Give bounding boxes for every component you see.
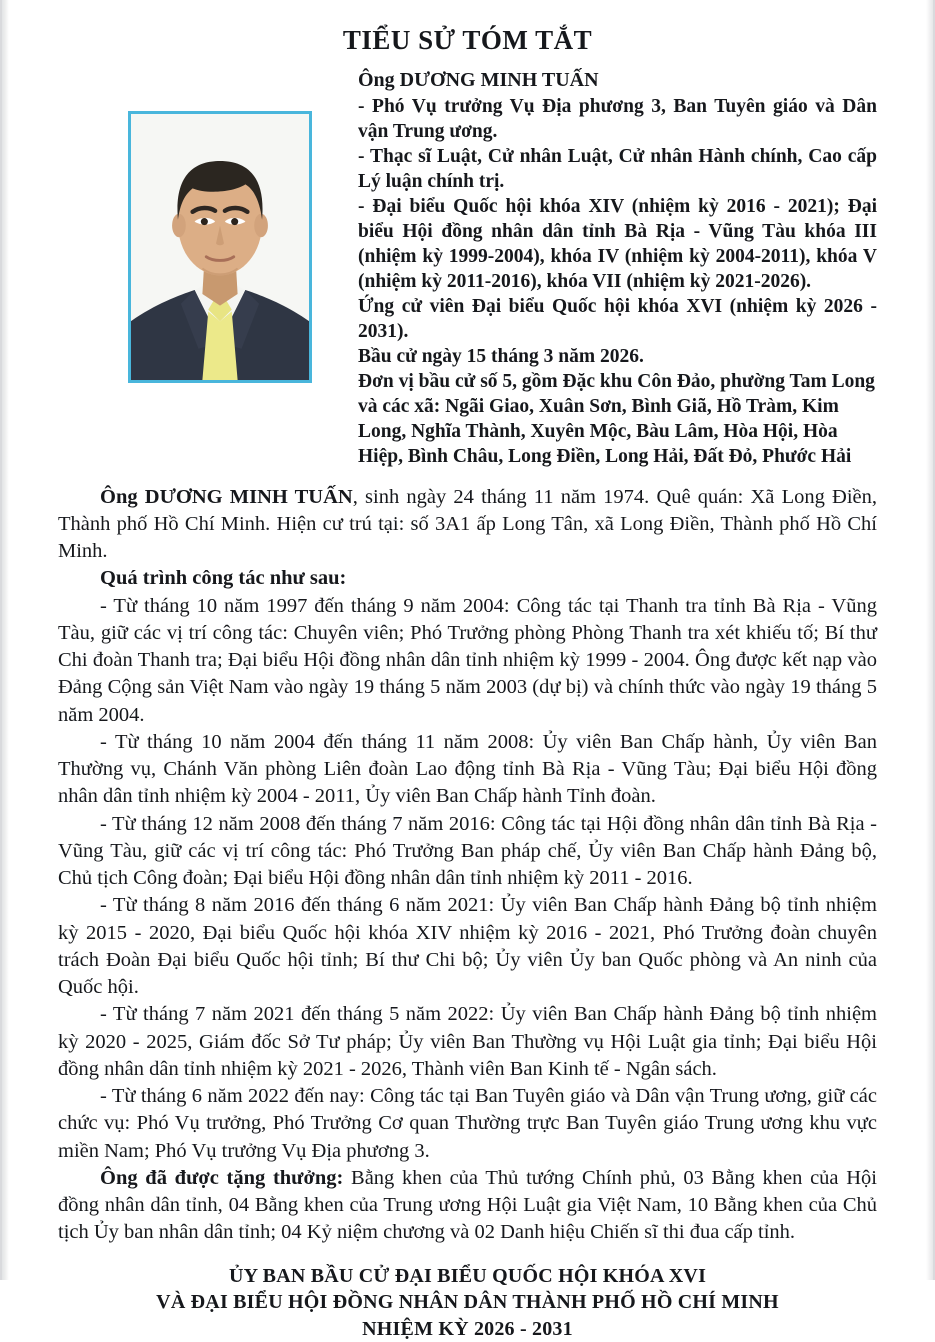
portrait-illustration [131, 114, 309, 380]
career-item: - Từ tháng 6 năm 2022 đến nay: Công tác tại Ban Tuyên giáo và Dân vận Trung ương, giữ các chức vụ: Phó Vụ trưởng, Phó Trưởng Cơ quan Thường trực Ban Tuyên giáo Trung ương khu vực miền Nam; Phó Vụ trưởng Vụ Địa phương 3. [58, 1085, 877, 1162]
intro-bullet-delegate-history: - Đại biểu Quốc hội khóa XIV (nhiệm kỳ 2016 - 2021); Đại biểu Hội đồng nhân dân tỉnh Bà Rịa - Vũng Tàu khóa III (nhiệm kỳ 1999-2004), khóa IV (nhiệm kỳ 2004-2011), khóa V (nhiệm kỳ 2011-2016), khóa VII (nhiệm kỳ 2021-2026). [358, 196, 877, 292]
page-title: TIỂU SỬ TÓM TẮT [342, 25, 593, 55]
intro-bullet-position: - Phó Vụ trưởng Vụ Địa phương 3, Ban Tuyên giáo và Dân vận Trung ương. [358, 96, 877, 143]
footer-line-3: NHIỆM KỲ 2026 - 2031 [362, 1317, 573, 1340]
intro-election-date: Bầu cử ngày 15 tháng 3 năm 2026. [358, 345, 644, 367]
bio-rest: , sinh ngày 24 tháng 11 năm 1974. Quê quán: Xã Long Điền, Thành phố Hồ Chí Minh. Hiện cư trú tại: số 3A1 ấp Long Tân, xã Long Điền, Thành phố Hồ Chí Minh. [58, 485, 877, 563]
footer-line-1: ỦY BAN BẦU CỬ ĐẠI BIỂU QUỐC HỘI KHÓA XVI [228, 1264, 707, 1287]
awards-rest: Bằng khen của Thủ tướng Chính phủ, 03 Bằng khen của Hội đồng nhân dân tỉnh, 04 Bằng khen của Trung ương Hội Luật gia Việt Nam, 10 Bằng khen của Chủ tịch Ủy ban nhân dân tỉnh; 04 Kỷ niệm chương và 02 Danh hiệu Chiến sĩ thi đua cấp tỉnh. [58, 1166, 877, 1244]
intro-candidate-line: Ứng cử viên Đại biểu Quốc hội khóa XVI (nhiệm kỳ 2026 - 2031). [358, 295, 877, 342]
header-region [58, 68, 877, 470]
career-item: - Từ tháng 10 năm 1997 đến tháng 9 năm 2004: Công tác tại Thanh tra tỉnh Bà Rịa - Vũng Tàu, giữ các vị trí công tác: Chuyên viên; Phó Trưởng phòng Phòng Thanh tra xét khiếu tố; Bí thư Chi đoàn Thanh tra; Đại biểu Hội đồng nhân dân tỉnh nhiệm kỳ 1999 - 2004. Ông được kết nạp vào Đảng Cộng sản Việt Nam vào ngày 19 tháng 5 năm 2003 (dự bị) và chính thức vào ngày 19 tháng 5 năm 2004. [58, 594, 877, 726]
footer-block [58, 1263, 877, 1342]
body-text [58, 484, 877, 1247]
career-heading-bold: Quá trình công tác như sau: [100, 567, 347, 590]
page-content [58, 0, 877, 1340]
awards-paragraph [58, 1165, 877, 1247]
intro-column [358, 68, 877, 470]
career-item: - Từ tháng 12 năm 2008 đến tháng 7 năm 2016: Công tác tại Hội đồng nhân dân tỉnh Bà Rịa - Vũng Tàu, giữ các vị trí công tác: Phó Trưởng Ban pháp chế, Ủy viên Ban Chấp hành Đảng bộ, Chủ tịch Công đoàn; Đại biểu Hội đồng nhân dân tỉnh nhiệm kỳ 2011 - 2016. [58, 812, 877, 890]
awards-heading-bold: Ông đã được tặng thưởng: [100, 1166, 344, 1189]
person-name-heading: Ông DƯƠNG MINH TUẤN [358, 68, 599, 91]
career-heading [58, 565, 877, 592]
bio-paragraph [58, 484, 877, 566]
career-item: - Từ tháng 7 năm 2021 đến tháng 5 năm 2022: Ủy viên Ban Chấp hành Đảng bộ tỉnh nhiệm kỳ 2020 - 2025, Giám đốc Sở Tư pháp; Ủy viên Ban Thường vụ Hội Luật gia tỉnh; Đại biểu Hội đồng nhân dân tỉnh nhiệm kỳ 2021 - 2026, Thành viên Ban Kinh tế - Ngân sách. [58, 1003, 877, 1080]
portrait-photo [128, 111, 312, 383]
footer-line-2: VÀ ĐẠI BIỂU HỘI ĐỒNG NHÂN DÂN THÀNH PHỐ HỒ CHÍ MINH [156, 1291, 779, 1314]
career-item: - Từ tháng 10 năm 2004 đến tháng 11 năm 2008: Ủy viên Ban Chấp hành, Ủy viên Ban Thường vụ, Chánh Văn phòng Liên đoàn Lao động tỉnh Bà Rịa - Vũng Tàu; Đại biểu Hội đồng nhân dân tỉnh nhiệm kỳ 2004 - 2011, Ủy viên Ban Chấp hành Tỉnh đoàn. [58, 730, 877, 808]
bio-name-bold: Ông DƯƠNG MINH TUẤN [100, 485, 353, 508]
intro-constituency: Đơn vị bầu cử số 5, gồm Đặc khu Côn Đảo, phường Tam Long và các xã: Ngãi Giao, Xuân Sơn, Bình Giã, Hồ Tràm, Kim Long, Nghĩa Thành, Xuyên Mộc, Bàu Lâm, Hòa Hội, Hòa Hiệp, Bình Châu, Long Điền, Long Hải, Đất Đỏ, Phước Hải [358, 370, 875, 467]
career-item: - Từ tháng 8 năm 2016 đến tháng 6 năm 2021: Ủy viên Ban Chấp hành Đảng bộ tỉnh nhiệm kỳ 2015 - 2020, Đại biểu Quốc hội khóa XIV nhiệm kỳ 2016 - 2021, Phó Trưởng đoàn chuyên trách Đoàn Đại biểu Quốc hội tỉnh; Bí thư Chi bộ; Ủy viên Ủy ban Quốc phòng và An ninh của Quốc hội. [58, 894, 877, 999]
intro-bullet-education: - Thạc sĩ Luật, Cử nhân Luật, Cử nhân Hành chính, Cao cấp Lý luận chính trị. [358, 146, 877, 193]
